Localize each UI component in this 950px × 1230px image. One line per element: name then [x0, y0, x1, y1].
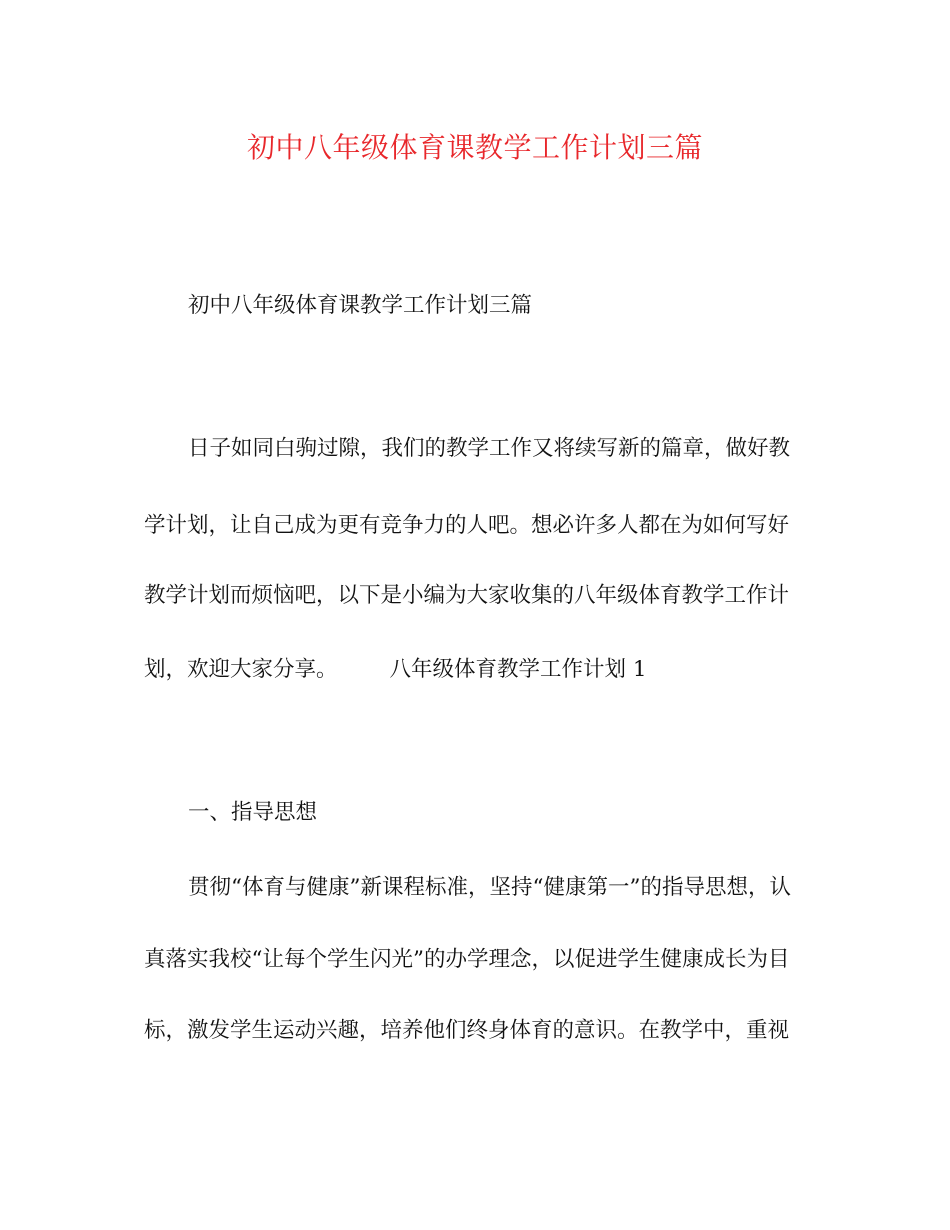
intro-line-4: [144, 655, 814, 685]
section-line-3: 标，激发学生运动兴趣，培养他们终身体育的意识。在教学中，重视: [144, 1018, 790, 1043]
intro-line-2: 学计划，让自己成为更有竞争力的人吧。想必许多人都在为如何写好: [144, 513, 790, 538]
intro-line-3: 教学计划而烦恼吧，以下是小编为大家收集的八年级体育教学工作计: [144, 583, 790, 608]
intro-last-line: 划，欢迎大家分享。: [144, 657, 338, 682]
intro-line-1: 日子如同白驹过隙，我们的教学工作又将续写新的篇章，做好教: [188, 436, 791, 461]
section-line-2: 真落实我校“让每个学生闪光”的办学理念，以促进学生健康成长为目: [144, 947, 790, 972]
document-title: 初中八年级体育课教学工作计划三篇: [246, 131, 703, 164]
plan-heading: 八年级体育教学工作计划 1: [389, 657, 647, 682]
document-subtitle: 初中八年级体育课教学工作计划三篇: [188, 293, 533, 318]
section-heading: 一、指导思想: [188, 800, 318, 825]
section-line-1: 贯彻“体育与健康”新课程标准，坚持“健康第一”的指导思想，认: [188, 875, 791, 900]
